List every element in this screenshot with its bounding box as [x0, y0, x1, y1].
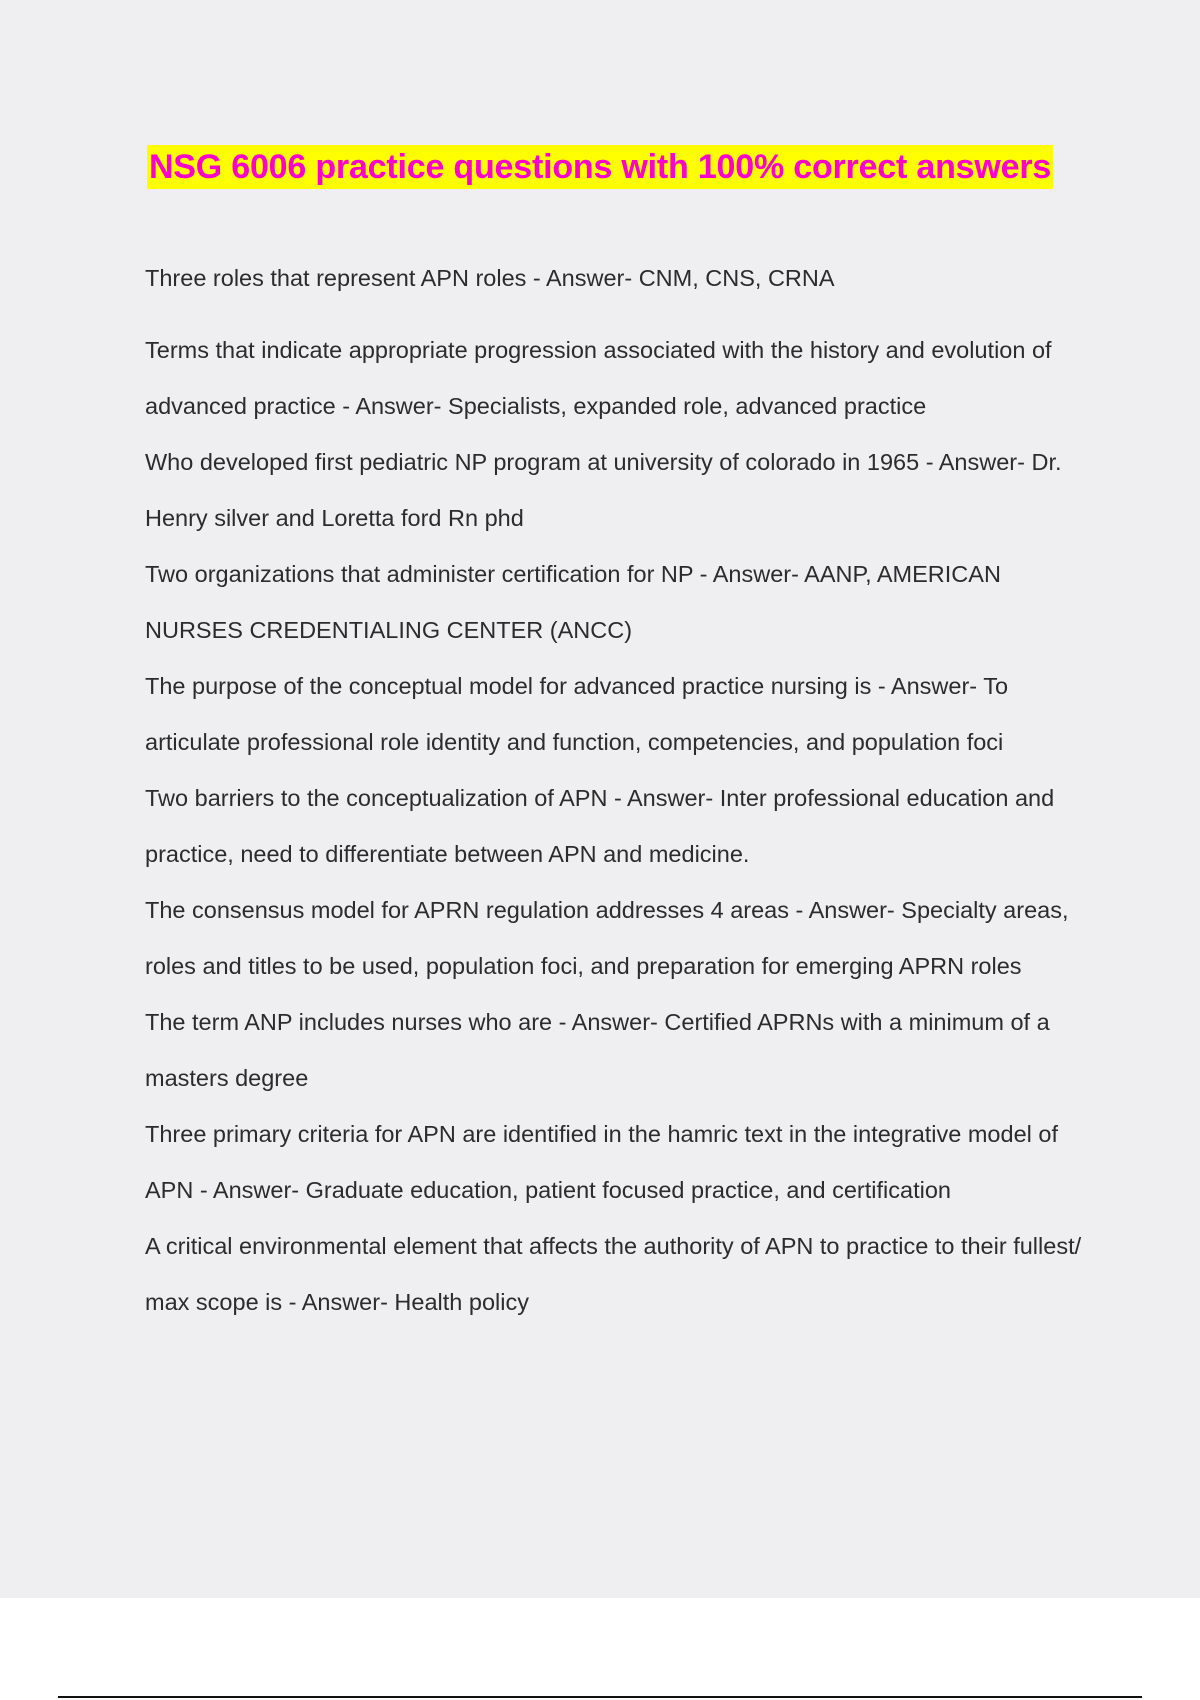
qa-item: Who developed first pediatric NP program at university of colorado in 1965 - Answer- Dr. Henry silver and Loretta ford Rn phd: [145, 449, 1062, 531]
qa-item: Terms that indicate appropriate progression associated with the history and evolution of advanced practice - Answer- Specialists, expanded role, advanced practice: [145, 337, 1052, 419]
document-title: NSG 6006 practice questions with 100% correct answers: [147, 145, 1053, 189]
title-container: [0, 145, 1200, 189]
qa-item: Three roles that represent APN roles - Answer- CNM, CNS, CRNA: [145, 265, 835, 291]
qa-item: The consensus model for APRN regulation addresses 4 areas - Answer- Specialty areas, roles and titles to be used, population foci, and preparation for emerging APRN roles: [145, 897, 1069, 979]
qa-item: Two barriers to the conceptualization of APN - Answer- Inter professional education and practice, need to differentiate between APN and medicine.: [145, 785, 1055, 867]
qa-list: [145, 250, 1095, 1330]
qa-item: Two organizations that administer certification for NP - Answer- AANP, AMERICAN NURSES CREDENTIALING CENTER (ANCC): [145, 561, 1001, 643]
qa-item: The term ANP includes nurses who are - Answer- Certified APRNs with a minimum of a masters degree: [145, 1009, 1050, 1091]
qa-item: A critical environmental element that affects the authority of APN to practice to their fullest/ max scope is - Answer- Health policy: [145, 1233, 1082, 1315]
qa-item: Three primary criteria for APN are identified in the hamric text in the integrative model of APN - Answer- Graduate education, patient focused practice, and certification: [145, 1121, 1058, 1203]
footer-divider: [58, 1696, 1142, 1698]
qa-item: The purpose of the conceptual model for advanced practice nursing is - Answer- To articulate professional role identity and function, competencies, and population foci: [145, 673, 1009, 755]
